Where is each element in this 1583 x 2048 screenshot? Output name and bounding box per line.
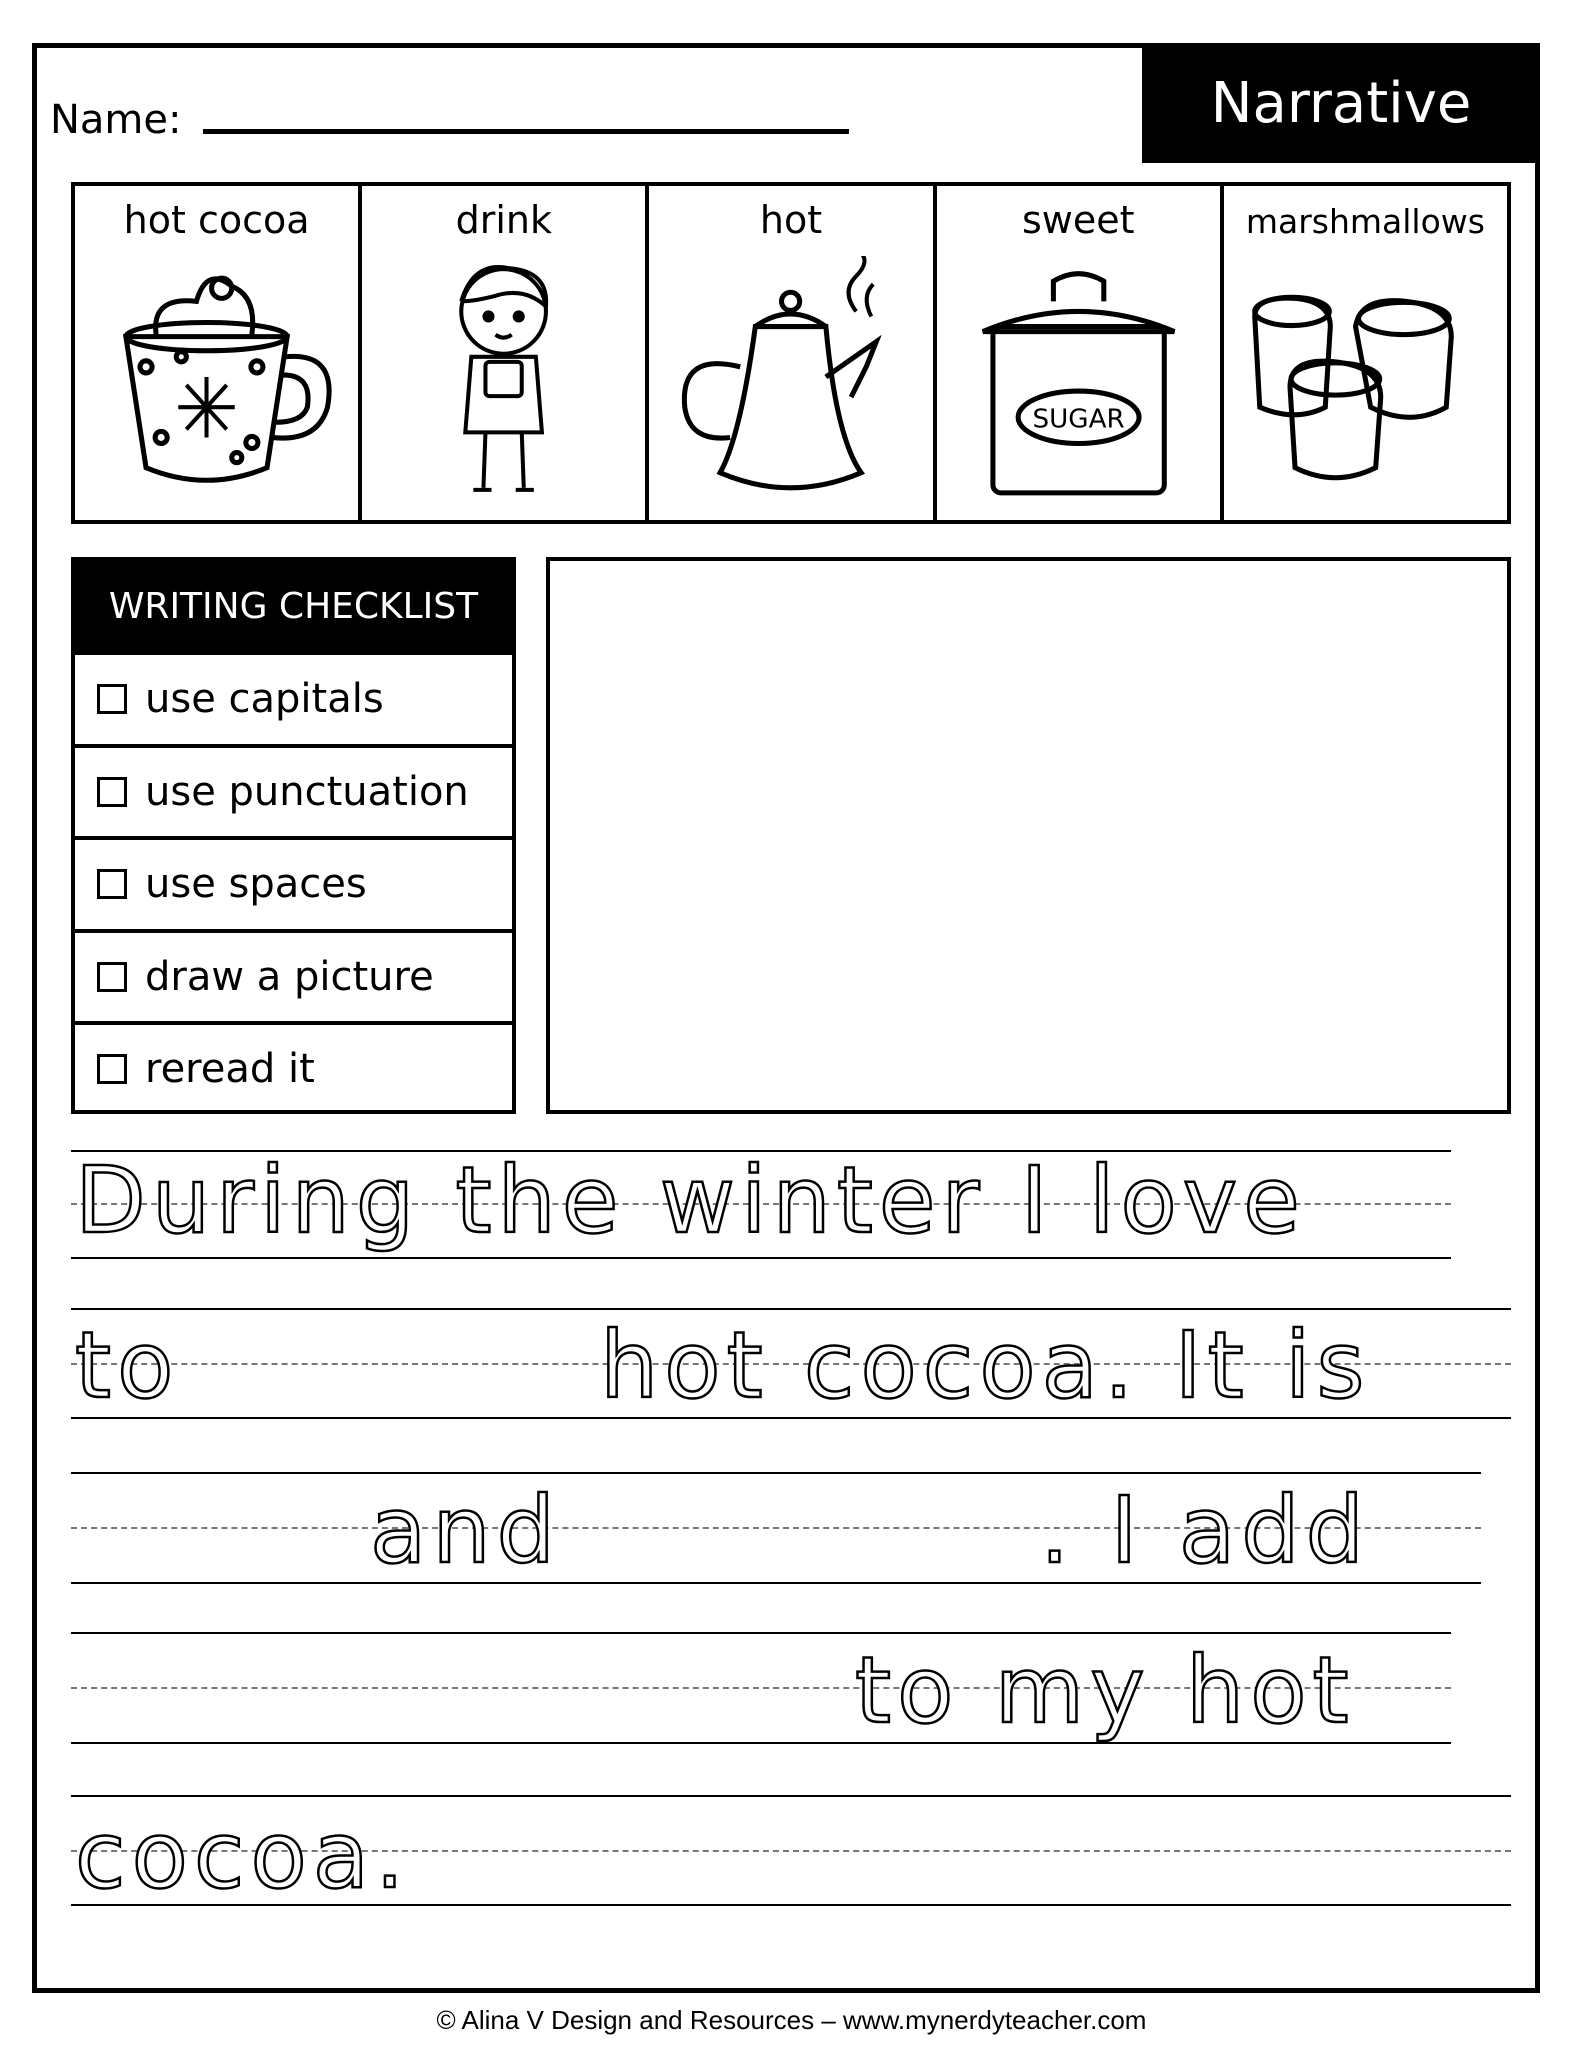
child-drinking-icon — [372, 256, 635, 508]
checklist-item-label: use spaces — [145, 861, 367, 908]
vocab-card-marshmallows — [1224, 186, 1507, 520]
top-line — [71, 1795, 1511, 1797]
vocabulary-bank — [71, 182, 1511, 524]
teapot-icon — [659, 256, 922, 508]
jar-label: SUGAR — [1032, 404, 1125, 435]
vocab-card-hot — [649, 186, 936, 520]
checklist-item[interactable] — [75, 1021, 512, 1114]
vocab-word: drink — [455, 198, 552, 242]
name-label: Name: — [50, 97, 182, 143]
checklist-item[interactable] — [75, 651, 512, 744]
checklist-item-label: reread it — [145, 1046, 315, 1093]
checklist-item[interactable] — [75, 744, 512, 837]
checklist-item-label: draw a picture — [145, 953, 434, 1000]
checkbox[interactable] — [97, 684, 127, 714]
copyright-footer: © Alina V Design and Resources – www.mynerdyteacher.com — [436, 2005, 1147, 2035]
checklist-item[interactable] — [75, 836, 512, 929]
tracing-text: to — [75, 1312, 180, 1419]
checklist-item-label: use punctuation — [145, 768, 469, 815]
drawing-box[interactable] — [546, 557, 1511, 1114]
checklist-item[interactable] — [75, 929, 512, 1022]
baseline — [71, 1257, 1451, 1259]
tracing-text: cocoa. — [75, 1802, 411, 1909]
writing-checklist — [71, 557, 516, 1114]
top-line — [71, 1308, 1511, 1310]
checkbox[interactable] — [97, 777, 127, 807]
checkbox[interactable] — [97, 1054, 127, 1084]
vocab-card-hot-cocoa — [75, 186, 362, 520]
tracing-text: to my hot — [855, 1637, 1355, 1744]
checklist-item-label: use capitals — [145, 676, 384, 723]
hot-cocoa-mug-icon — [85, 256, 348, 508]
checkbox[interactable] — [97, 869, 127, 899]
tracing-text: and — [370, 1477, 562, 1584]
name-field[interactable] — [203, 129, 849, 134]
vocab-card-sweet — [937, 186, 1224, 520]
genre-tag: Narrative — [1142, 43, 1540, 163]
checklist-title: WRITING CHECKLIST — [75, 561, 512, 651]
checkbox[interactable] — [97, 962, 127, 992]
top-line — [71, 1472, 1481, 1474]
vocab-word: sweet — [1021, 198, 1135, 242]
tracing-text: During the winter I love — [75, 1147, 1306, 1254]
sugar-jar-icon — [947, 256, 1210, 508]
vocab-word: hot cocoa — [123, 198, 310, 242]
vocab-word: hot — [759, 198, 823, 242]
tracing-text: hot cocoa. It is — [600, 1312, 1371, 1419]
tracing-text: . I add — [1040, 1477, 1371, 1584]
marshmallows-icon — [1234, 256, 1497, 508]
top-line — [71, 1632, 1451, 1634]
vocab-card-drink — [362, 186, 649, 520]
vocab-word: marshmallows — [1245, 202, 1485, 241]
